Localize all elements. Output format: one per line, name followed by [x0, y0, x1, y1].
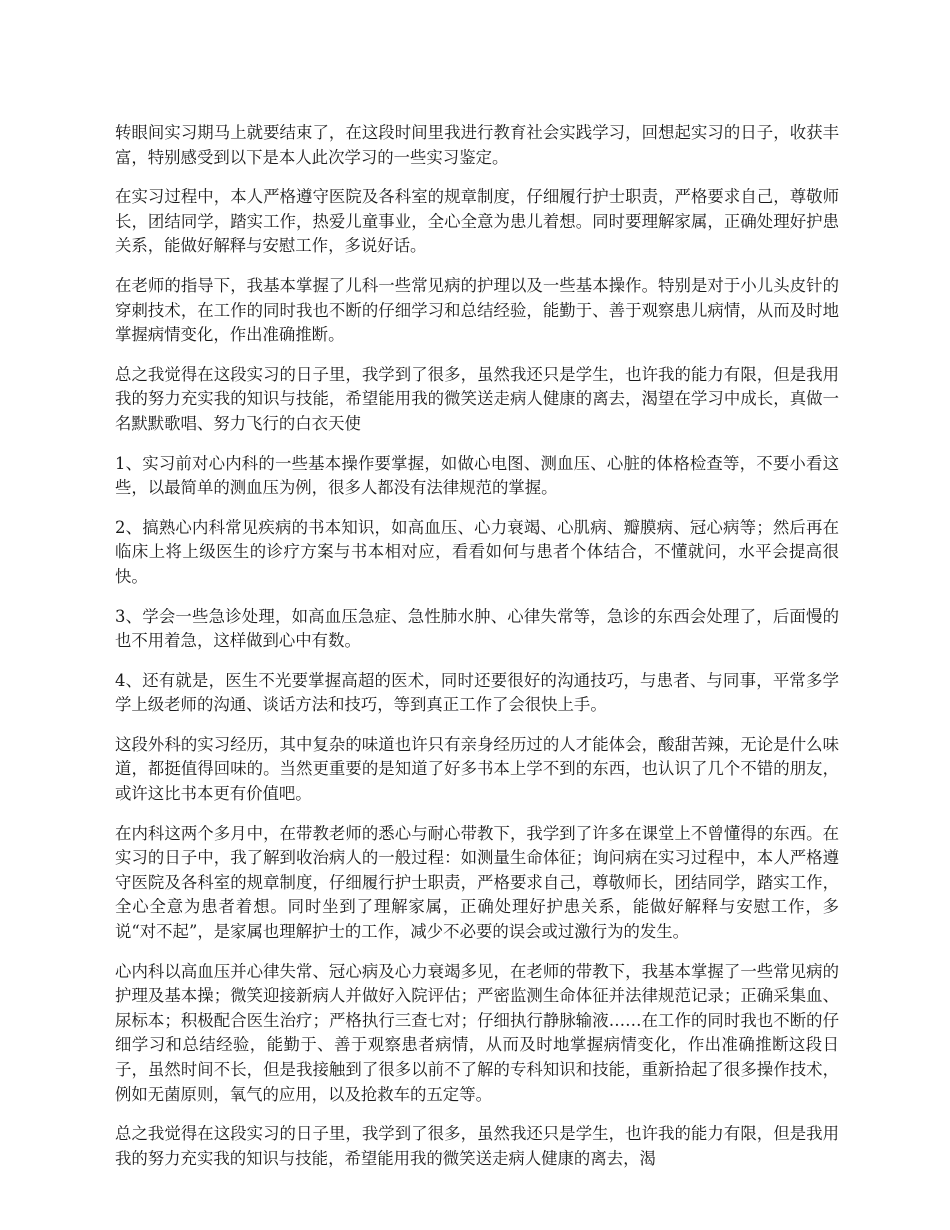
- numbered-item-1: 1、实习前对心内科的一些基本操作要掌握，如做心电图、测血压、心脏的体格检查等，不要小看这些，以最简单的测血压为例，很多人都没有法律规范的掌握。: [115, 453, 839, 498]
- paragraph-2: 在实习过程中，本人严格遵守医院及各科室的规章制度，仔细履行护士职责，严格要求自己，尊敬师长，团结同学，踏实工作，热爱儿童事业，全心全意为患儿着想。同时要理解家属，正确处理好护患关系，能做好解释与安慰工作，多说好话。: [115, 187, 839, 256]
- paragraph-8: 总之我觉得在这段实习的日子里，我学到了很多，虽然我还只是学生，也许我的能力有限，但是我用我的努力充实我的知识与技能，希望能用我的微笑送走病人健康的离去，渴: [115, 1124, 839, 1168]
- paragraph-7: 心内科以高血压并心律失常、冠心病及心力衰竭多见，在老师的带教下，我基本掌握了一些常见病的护理及基本操；微笑迎接新病人并做好入院评估；严密监测生命体征并法律规范记录；正确采集血、尿标本；积极配合医生治疗；严格执行三查七对；仔细执行静脉输液……在工作的同时我也不断的仔细学习和总结经验，能勤于、善于观察患者病情，从而及时地掌握病情变化，作出准确推断这段日子，虽然时间不长，但是我接触到了很多以前不了解的专科知识和技能，重新拾起了很多操作技术，例如无菌原则，氧气的应用，以及抢救车的五定等。: [115, 961, 839, 1104]
- numbered-item-4: 4、还有就是，医生不光要掌握高超的医术，同时还要很好的沟通技巧，与患者、与同事，平常多学学上级老师的沟通、谈话方法和技巧，等到真正工作了会很快上手。: [115, 670, 839, 715]
- numbered-item-3: 3、学会一些急诊处理，如高血压急症、急性肺水肿、心律失常等，急诊的东西会处理了，后面慢的也不用着急，这样做到心中有数。: [115, 606, 839, 651]
- paragraph-4: 总之我觉得在这段实习的日子里，我学到了很多，虽然我还只是学生，也许我的能力有限，但是我用我的努力充实我的知识与技能，希望能用我的微笑送走病人健康的离去，渴望在学习中成长，真做一名默默歌唱、努力飞行的白衣天使: [115, 364, 839, 433]
- paragraph-6: 在内科这两个多月中，在带教老师的悉心与耐心带教下，我学到了许多在课堂上不曾懂得的东西。在实习的日子中，我了解到收治病人的一般过程：如测量生命体征；询问病在实习过程中，本人严格遵守医院及各科室的规章制度，仔细履行护士职责，严格要求自己，尊敬师长，团结同学，踏实工作，全心全意为患者着想。同时坐到了理解家属，正确处理好护患关系，能做好解释与安慰工作，多说“对不起”，是家属也理解护士的工作，减少不必要的误会或过激行为的发生。: [115, 823, 839, 942]
- paragraph-1: 转眼间实习期马上就要结束了，在这段时间里我进行教育社会实践学习，回想起实习的日子，收获丰富，特别感受到以下是本人此次学习的一些实习鉴定。: [115, 123, 839, 167]
- paragraph-5: 这段外科的实习经历，其中复杂的味道也许只有亲身经历过的人才能体会，酸甜苦辣，无论是什么味道，都挺值得回味的。当然更重要的是知道了好多书本上学不到的东西，也认识了几个不错的朋友，或许这比书本更有价值吧。: [115, 734, 839, 804]
- paragraph-3: 在老师的指导下，我基本掌握了儿科一些常见病的护理以及一些基本操作。特别是对于小儿头皮针的穿刺技术，在工作的同时我也不断的仔细学习和总结经验，能勤于、善于观察患儿病情，从而及时地掌握病情变化，作出准确推断。: [115, 275, 839, 345]
- numbered-item-2: 2、搞熟心内科常见疾病的书本知识，如高血压、心力衰竭、心肌病、瓣膜病、冠心病等；然后再在临床上将上级医生的诊疗方案与书本相对应，看看如何与患者个体结合，不懂就问，水平会提高很快。: [115, 517, 839, 586]
- document-body: [115, 121, 839, 1186]
